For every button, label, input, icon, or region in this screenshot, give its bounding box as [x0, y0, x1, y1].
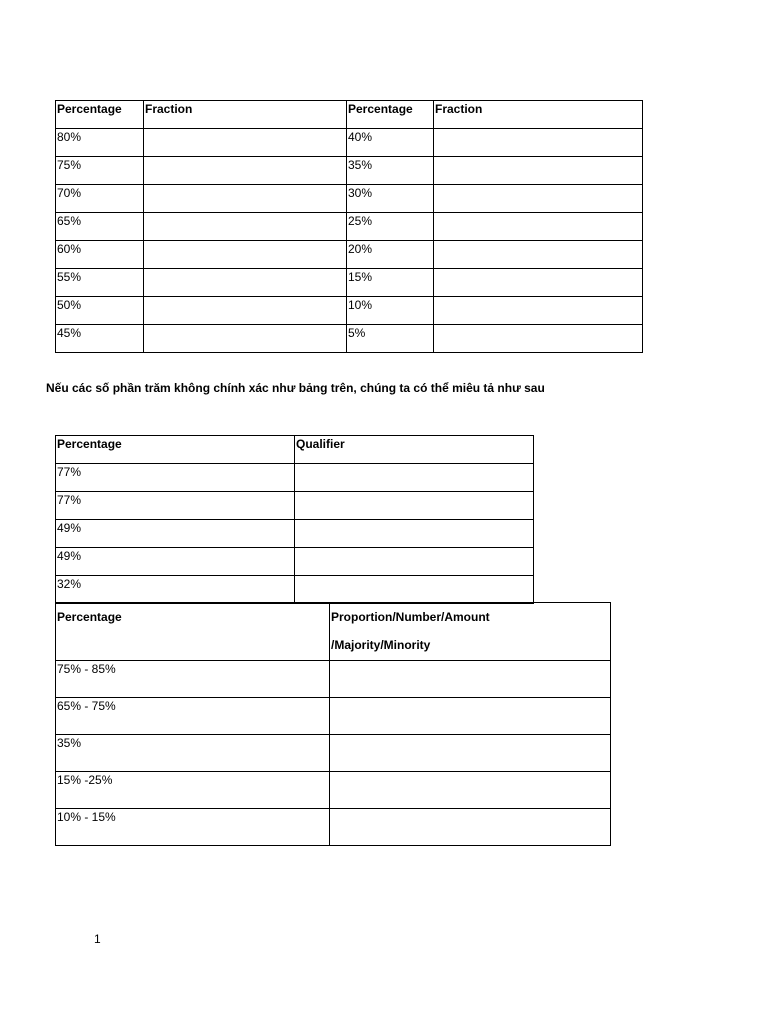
percentage-cell: 30%	[347, 185, 434, 213]
table-row	[56, 698, 611, 735]
proportion-cell[interactable]	[330, 772, 611, 809]
header-cell: Percentage	[56, 101, 144, 129]
percentage-cell: 40%	[347, 129, 434, 157]
table-row	[56, 157, 643, 185]
fraction-cell[interactable]	[144, 297, 347, 325]
percentage-proportion-table	[55, 602, 611, 846]
fraction-cell[interactable]	[434, 325, 643, 353]
header-cell: Percentage	[56, 436, 295, 464]
table-row	[56, 464, 534, 492]
percentage-cell: 35%	[347, 157, 434, 185]
table-row	[56, 735, 611, 772]
page-number: 1	[94, 932, 101, 946]
header-line: /Majority/Minority	[331, 638, 431, 652]
table-row	[56, 772, 611, 809]
proportion-cell[interactable]	[330, 735, 611, 772]
qualifier-cell[interactable]	[295, 464, 534, 492]
table-row	[56, 809, 611, 846]
table-row	[56, 492, 534, 520]
percentage-range-cell: 15% -25%	[56, 772, 330, 809]
fraction-cell[interactable]	[434, 213, 643, 241]
percentage-cell: 15%	[347, 269, 434, 297]
percentage-cell: 25%	[347, 213, 434, 241]
fraction-cell[interactable]	[144, 157, 347, 185]
percentage-cell: 80%	[56, 129, 144, 157]
percentage-cell: 75%	[56, 157, 144, 185]
proportion-cell[interactable]	[330, 698, 611, 735]
fraction-cell[interactable]	[144, 325, 347, 353]
table-row	[56, 241, 643, 269]
fraction-cell[interactable]	[144, 213, 347, 241]
percentage-range-cell: 65% - 75%	[56, 698, 330, 735]
percentage-cell: 5%	[347, 325, 434, 353]
table-row	[56, 297, 643, 325]
fraction-cell[interactable]	[144, 129, 347, 157]
percentage-cell: 45%	[56, 325, 144, 353]
fraction-cell[interactable]	[434, 269, 643, 297]
table-row	[56, 213, 643, 241]
fraction-cell[interactable]	[144, 185, 347, 213]
percentage-range-cell: 10% - 15%	[56, 809, 330, 846]
header-line: Proportion/Number/Amount	[331, 610, 490, 624]
percentage-cell: 65%	[56, 213, 144, 241]
table-header-row	[56, 603, 611, 661]
percentage-qualifier-table	[55, 435, 534, 604]
header-cell: Fraction	[434, 101, 643, 129]
fraction-cell[interactable]	[434, 129, 643, 157]
fraction-cell[interactable]	[434, 157, 643, 185]
fraction-cell[interactable]	[144, 269, 347, 297]
percentage-cell: 49%	[56, 520, 295, 548]
fraction-cell[interactable]	[144, 241, 347, 269]
header-cell: Percentage	[56, 603, 330, 661]
table-header-row	[56, 436, 534, 464]
table-row	[56, 520, 534, 548]
percentage-cell: 20%	[347, 241, 434, 269]
header-cell: Fraction	[144, 101, 347, 129]
percentage-cell: 55%	[56, 269, 144, 297]
percentage-range-cell: 35%	[56, 735, 330, 772]
percentage-cell: 10%	[347, 297, 434, 325]
table-row	[56, 661, 611, 698]
table-row	[56, 129, 643, 157]
instruction-paragraph: Nếu các số phần trăm không chính xác như bảng trên, chúng ta có thể miêu tả như sau	[46, 381, 545, 395]
percentage-fraction-table	[55, 100, 643, 353]
header-cell	[330, 603, 611, 661]
header-cell: Percentage	[347, 101, 434, 129]
percentage-cell: 49%	[56, 548, 295, 576]
percentage-cell: 60%	[56, 241, 144, 269]
percentage-cell: 32%	[56, 576, 295, 604]
percentage-range-cell: 75% - 85%	[56, 661, 330, 698]
table-row	[56, 576, 534, 604]
table-row	[56, 269, 643, 297]
percentage-cell: 77%	[56, 464, 295, 492]
fraction-cell[interactable]	[434, 241, 643, 269]
table-row	[56, 185, 643, 213]
percentage-cell: 50%	[56, 297, 144, 325]
table-row	[56, 548, 534, 576]
qualifier-cell[interactable]	[295, 492, 534, 520]
percentage-cell: 70%	[56, 185, 144, 213]
header-cell: Qualifier	[295, 436, 534, 464]
fraction-cell[interactable]	[434, 185, 643, 213]
qualifier-cell[interactable]	[295, 576, 534, 604]
table-row	[56, 325, 643, 353]
proportion-cell[interactable]	[330, 809, 611, 846]
fraction-cell[interactable]	[434, 297, 643, 325]
table-header-row	[56, 101, 643, 129]
proportion-cell[interactable]	[330, 661, 611, 698]
qualifier-cell[interactable]	[295, 520, 534, 548]
percentage-cell: 77%	[56, 492, 295, 520]
qualifier-cell[interactable]	[295, 548, 534, 576]
